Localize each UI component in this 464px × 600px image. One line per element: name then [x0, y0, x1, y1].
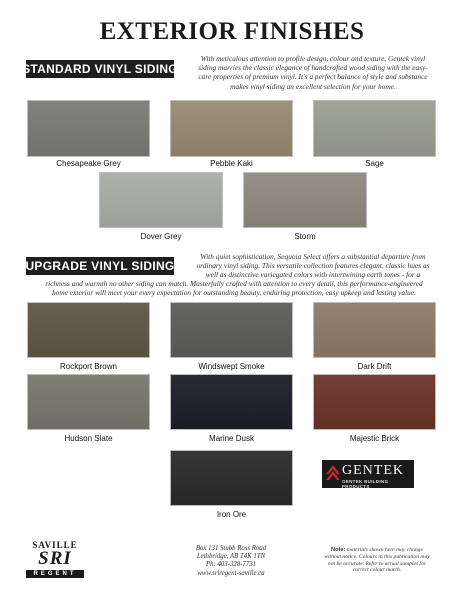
swatch-label: Marine Dusk: [209, 434, 254, 443]
swatch-majestic-brick: [313, 374, 436, 430]
upgrade-section-label: UPGRADE VINYL SIDING: [25, 259, 175, 273]
address-website: www.sriregent-saville.ca: [197, 569, 265, 577]
swatch-pebble-kaki: [170, 100, 293, 157]
swatch-label: Storm: [294, 232, 316, 241]
swatch-label: Rockport Brown: [60, 362, 117, 371]
swatch-dover-grey: [99, 172, 223, 228]
gentek-mark-icon: [326, 465, 340, 483]
swatch-label: Iron Ore: [216, 510, 247, 519]
swatch-windswept-smoke: [170, 302, 293, 358]
swatch-label: Chesapeake Grey: [56, 159, 121, 168]
gentek-subtitle: GENTEK BUILDING PRODUCTS: [342, 479, 389, 489]
standard-line-4: makes vinyl siding an excellent selection for your home.: [230, 81, 396, 91]
standard-section-label: STANDARD VINYL SIDING: [22, 62, 178, 76]
upgrade-line-5: home exterior will meet your every expectation for outstanding beauty, enduring protection, easy upkeep and lasting value.: [51, 288, 417, 298]
upgrade-line-1: With quiet sophistication, Sequoia Select offers a substantial departure from: [200, 252, 426, 261]
swatch-label: Dark Drift: [357, 362, 392, 371]
swatch-label: Windswept Smoke: [198, 362, 265, 371]
standard-description: [182, 54, 444, 91]
disclaimer-note: [322, 547, 432, 574]
swatch-label: Pebble Kaki: [210, 159, 253, 168]
upgrade-description: [182, 252, 444, 280]
note-text: materials shown here may change without notice. Colours in this publication may not be accurate. Refer to actual samples for correct colour match.: [324, 547, 430, 574]
swatch-label: Majestic Brick: [349, 434, 400, 443]
swatch-rockport-brown: [27, 302, 150, 358]
saville-logo-main: SRI: [38, 548, 72, 569]
swatch-dark-drift: [313, 302, 436, 358]
standard-line-2: siding marries the classic elegance of handcrafted wood siding with the easy-: [198, 63, 428, 73]
page-title: EXTERIOR FINISHES: [99, 18, 365, 45]
upgrade-line-3: well as distinctive variegated colors with intertwining earth tones - for a: [205, 270, 421, 280]
upgrade-description-wide: [14, 279, 454, 297]
swatch-storm: [243, 172, 367, 228]
swatch-hudson-slate: [27, 374, 150, 430]
address-phone: Ph: 403-328-7731: [205, 561, 257, 569]
upgrade-line-4: richness and warmth no other siding can match. Masterfully crafted with attention to every detail, this performance-engineered: [45, 279, 423, 288]
swatch-label: Sage: [365, 159, 384, 168]
address-line-2: Lethbridge, AB T4K 1TN: [196, 553, 266, 561]
gentek-logo: [322, 460, 414, 488]
address-block: [176, 545, 286, 578]
standard-line-1: With meticulous attention to profile design, colour and texture, Gentek vinyl: [200, 54, 426, 63]
address-line-1: Box 131 Stubb Ross Road: [195, 545, 267, 552]
swatch-sage: [313, 100, 436, 157]
saville-logo-top: SAVILLE: [32, 540, 78, 550]
saville-sri-regent-logo: [26, 540, 84, 580]
swatch-chesapeake-grey: [27, 100, 150, 157]
swatch-label: Hudson Slate: [64, 434, 113, 443]
swatch-marine-dusk: [170, 374, 293, 430]
saville-logo-bottom: REGENT: [26, 570, 84, 578]
gentek-name: GENTEK: [342, 463, 404, 478]
standard-line-3: care properties of premium vinyl. It's a perfect balance of style and substance: [198, 72, 428, 82]
upgrade-line-2: ordinary vinyl siding. This versatile collection features elegant, classic hues as: [196, 261, 430, 271]
note-label: Note:: [331, 547, 346, 553]
swatch-label: Dover Grey: [140, 232, 182, 241]
swatch-iron-ore: [170, 450, 293, 506]
